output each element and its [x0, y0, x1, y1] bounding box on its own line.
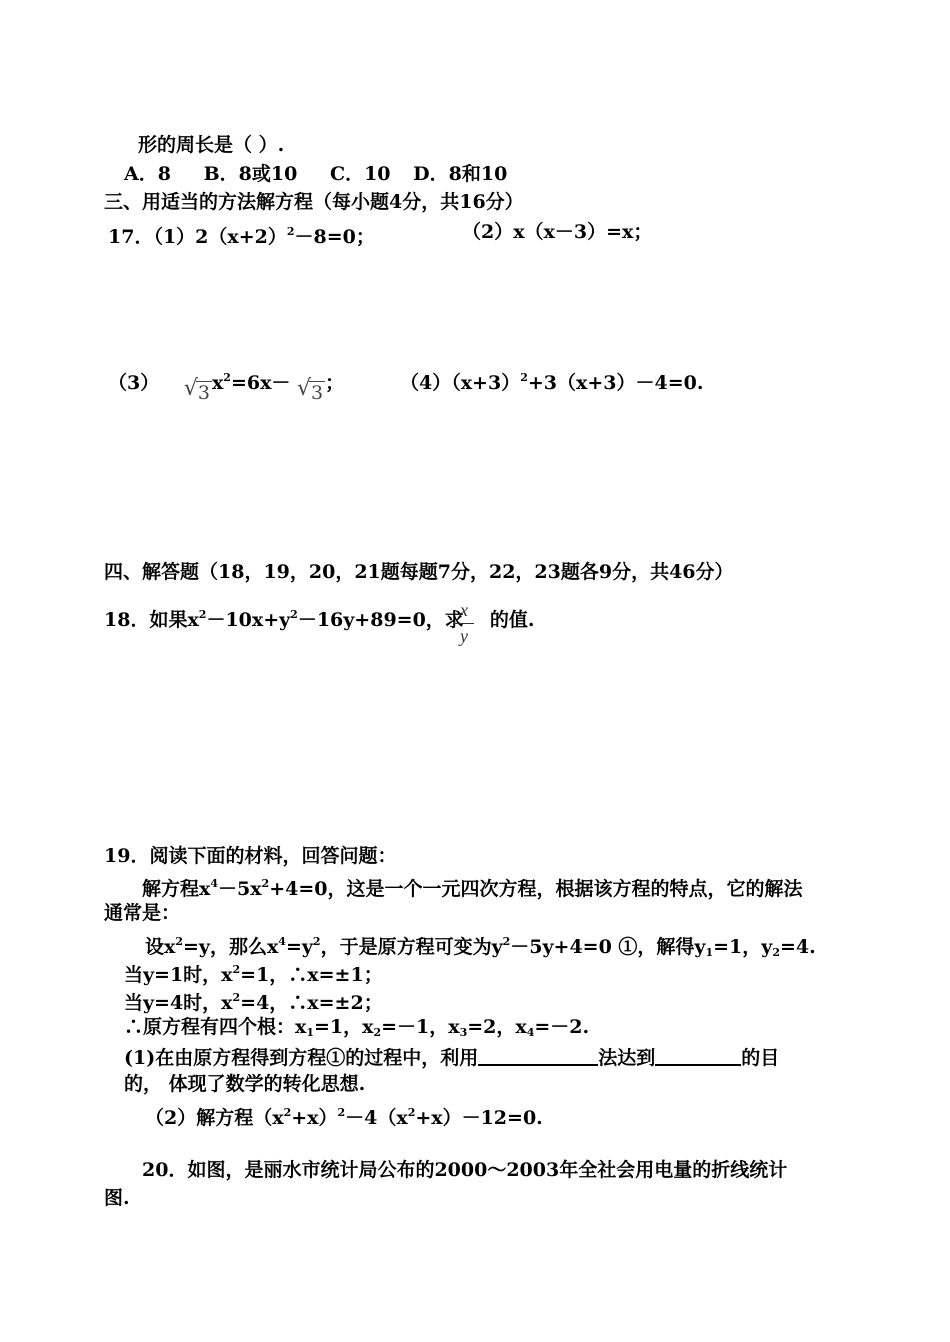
q18-text: －10x+y: [206, 609, 291, 631]
superscript: 2: [232, 963, 241, 976]
q17-part1: [108, 220, 375, 249]
q19-line8: 的， 体现了数学的转化思想.: [124, 1073, 366, 1095]
q18-text-end: 的值.: [489, 609, 535, 631]
text: =－1，x: [381, 1016, 460, 1038]
text: －5x: [217, 878, 262, 900]
section-4-heading: 四、解答题（18，19，20，21题每题7分，22，23题各9分，共46分）: [104, 561, 734, 583]
sqrt-symbol-2: √ 3: [297, 376, 324, 404]
q19-title: 19．阅读下面的材料，回答问题：: [104, 845, 397, 867]
fraction-numerator: x: [460, 600, 468, 620]
text-line: 形的周长是（ ）.: [138, 134, 285, 156]
text: =y，那么x: [182, 936, 279, 958]
q17-p3-end: ；: [325, 372, 345, 394]
text: －4（x: [345, 1107, 408, 1129]
text: 当y=1时，x: [124, 964, 233, 986]
q17-p4-text: （4）（x+3）: [400, 372, 521, 394]
superscript: 2: [198, 608, 207, 621]
text: －5y+4=0 ①，解得y: [510, 936, 706, 958]
text: 设x: [145, 936, 176, 958]
option-a: A．8: [124, 163, 171, 185]
subscript: 1: [705, 946, 714, 959]
superscript: 2: [337, 1106, 346, 1119]
superscript: 2: [261, 877, 270, 890]
q20-line2: 图.: [104, 1187, 130, 1209]
option-d: D．8和10: [413, 163, 508, 185]
superscript: 2: [286, 225, 295, 238]
subscript: 4: [526, 1026, 535, 1039]
q17-p3-mid: =6x－: [230, 372, 291, 394]
q17-part3: [108, 366, 345, 404]
q17-p3-x: x: [211, 372, 224, 394]
fraction-bar: [454, 623, 474, 624]
text: =4.: [779, 936, 816, 958]
superscript: 2: [232, 991, 241, 1004]
q19-line7: [124, 1044, 779, 1070]
text: 的目: [741, 1047, 780, 1069]
superscript: 4: [278, 935, 286, 948]
subscript: 3: [459, 1026, 468, 1039]
text: =－2.: [534, 1016, 590, 1038]
option-b: B．8或10: [203, 163, 298, 185]
q19-line1: [142, 872, 803, 901]
subscript: 2: [373, 1026, 382, 1039]
superscript: 2: [290, 608, 298, 621]
q19-line5: [124, 986, 383, 1015]
superscript: 2: [312, 935, 321, 948]
text: （2）解方程（x: [145, 1107, 284, 1129]
text: =1，x: [314, 1016, 374, 1038]
text: =4，∴x=±2；: [240, 992, 383, 1014]
superscript: 2: [283, 1106, 292, 1119]
radicand: 3: [197, 382, 210, 404]
text: +x）－12=0.: [415, 1107, 543, 1129]
q17-p4-text-end: +3（x+3）－4=0.: [527, 372, 704, 394]
superscript: 2: [223, 371, 231, 384]
text: =1，y: [713, 936, 773, 958]
text: 法达到: [598, 1047, 656, 1069]
superscript: 2: [502, 935, 511, 948]
q19-line2: 通常是：: [104, 902, 181, 924]
text: =1，∴x=±1；: [240, 964, 383, 986]
text: +x）: [291, 1107, 338, 1129]
q19-line9: [145, 1101, 543, 1130]
q17-p1-text: 17．（1）2（x+2）: [108, 226, 287, 248]
q17-p3-label: （3）: [108, 372, 160, 394]
q17-part2: （2）x（x－3）=x；: [462, 221, 653, 243]
answer-blank-1[interactable]: [478, 1044, 598, 1066]
superscript: 2: [175, 935, 183, 948]
q17-part4: [400, 366, 703, 395]
q20-line1: 20．如图，是丽水市统计局公布的2000～2003年全社会用电量的折线统计: [142, 1159, 788, 1181]
text: ，于是原方程可变为y: [320, 936, 503, 958]
text: =y: [285, 936, 313, 958]
superscript: 4: [210, 877, 218, 890]
options-line: [124, 162, 507, 186]
text: =2，x: [467, 1016, 527, 1038]
fraction-denominator: y: [460, 626, 468, 646]
text: ∴原方程有四个根：x: [124, 1016, 307, 1038]
fraction-x-over-y: [454, 600, 474, 647]
text: +4=0，这是一个一元四次方程，根据该方程的特点，它的解法: [269, 878, 803, 900]
q17-p1-text-end: －8=0；: [294, 226, 375, 248]
q18-text: 18．如果x: [104, 609, 199, 631]
subscript: 2: [772, 946, 780, 959]
q19-line4: [124, 958, 383, 987]
radicand: 3: [311, 382, 324, 404]
superscript: 2: [520, 371, 528, 384]
answer-blank-2[interactable]: [655, 1044, 741, 1066]
subscript: 1: [306, 1026, 314, 1039]
text: 当y=4时，x: [124, 992, 233, 1014]
q18-text: －16y+89=0，求: [297, 609, 464, 631]
q19-line6: [124, 1015, 589, 1045]
section-3-heading: 三、用适当的方法解方程（每小题4分，共16分）: [104, 191, 524, 213]
text: 解方程x: [142, 878, 211, 900]
text: (1)在由原方程得到方程①的过程中，利用: [124, 1047, 479, 1069]
sqrt-symbol: √ 3: [183, 376, 210, 404]
superscript: 2: [407, 1106, 416, 1119]
option-c: C．10: [329, 163, 391, 185]
